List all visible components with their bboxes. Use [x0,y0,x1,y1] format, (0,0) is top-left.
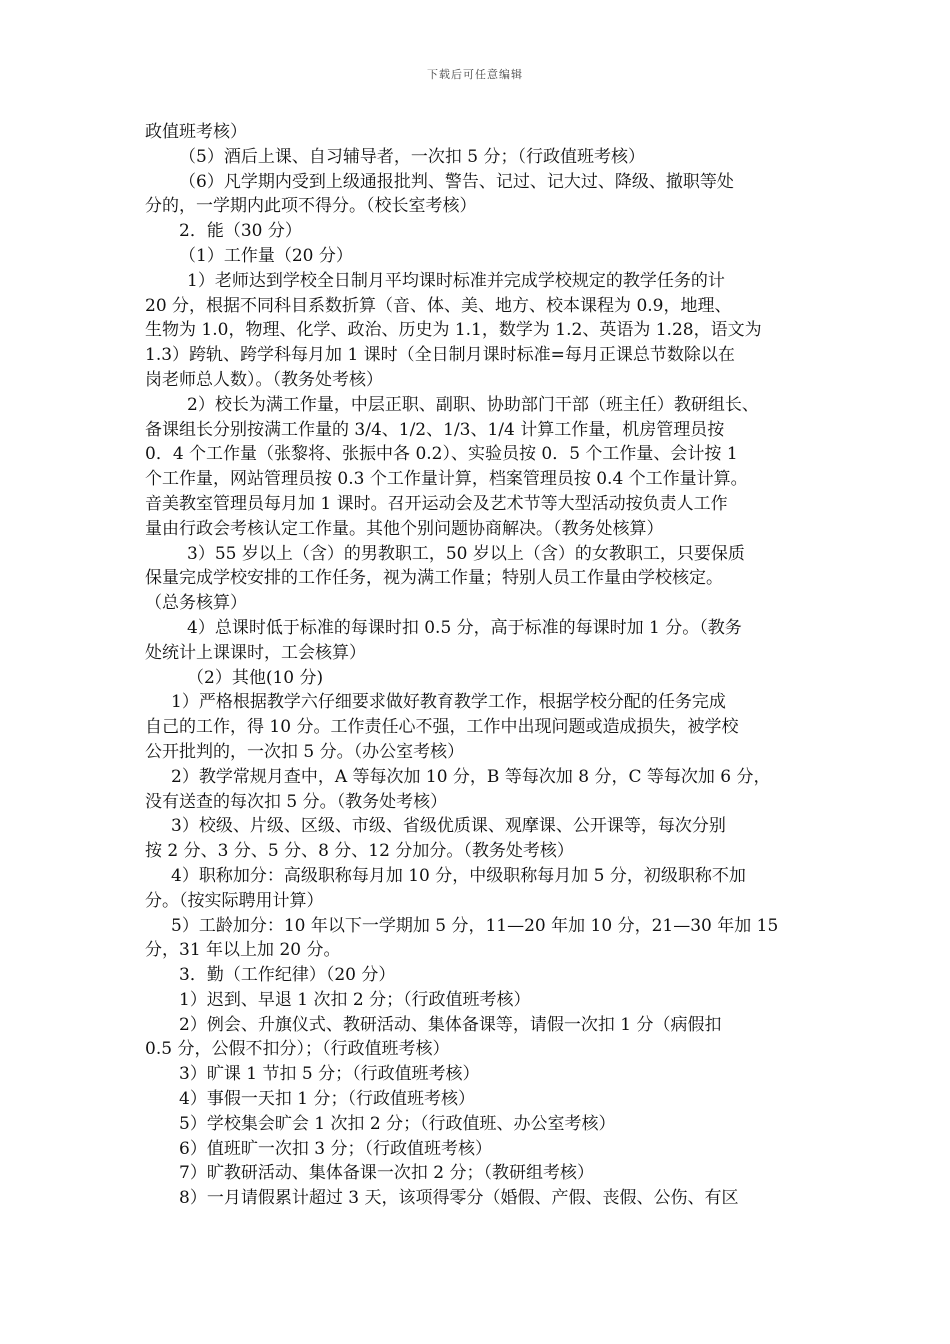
subsection-heading: （1）工作量（20 分） [179,245,353,266]
paragraph-line: 岗老师总人数）。（教务处考核） [145,369,383,390]
paragraph-line: 3）校级、片级、区级、市级、省级优质课、观摩课、公开课等，每次分别 [171,816,726,837]
paragraph-line: 公开批判的，一次扣 5 分。（办公室考核） [145,741,465,762]
paragraph-line: 自己的工作，得 10 分。工作责任心不强，工作中出现问题或造成损失，被学校 [145,717,739,738]
paragraph-line: 1）严格根据教学六仔细要求做好教育教学工作，根据学校分配的任务完成 [171,692,726,713]
paragraph-line: 0．4 个工作量（张黎将、张振中各 0.2）、实验员按 0．5 个工作量、会计按 1 [145,444,738,465]
paragraph-line: 音美教室管理员每月加 1 课时。召开运动会及艺术节等大型活动按负责人工作 [145,493,728,514]
paragraph-line: 分。（按实际聘用计算） [145,890,324,911]
paragraph-line: 5）学校集会旷会 1 次扣 2 分；（行政值班、办公室考核） [179,1113,616,1134]
paragraph-line: 2）教学常规月查中，A 等每次加 10 分，B 等每次加 8 分，C 等每次加 6 分， [171,766,771,787]
paragraph-line: 8）一月请假累计超过 3 天，该项得零分（婚假、产假、丧假、公伤、有区 [179,1188,739,1209]
paragraph-line: 分，31 年以上加 20 分。 [145,940,341,961]
subsection-heading: （2）其他(10 分) [187,667,324,688]
paragraph-line: 个工作量，网站管理员按 0.3 个工作量计算，档案管理员按 0.4 个工作量计算。 [145,469,748,490]
paragraph-line: 没有送查的每次扣 5 分。（教务处考核） [145,791,448,812]
paragraph-line: 20 分，根据不同科目系数折算（音、体、美、地方、校本课程为 0.9，地理、 [145,295,732,316]
paragraph-line: 处统计上课课时，工会核算） [145,642,366,663]
section-heading: 3．勤（工作纪律）（20 分） [179,965,396,986]
paragraph-line: 按 2 分、3 分、5 分、8 分、12 分加分。（教务处考核） [145,841,574,862]
paragraph-line: 保量完成学校安排的工作任务，视为满工作量；特别人员工作量由学校核定。 [145,568,723,589]
paragraph-line: 4）总课时低于标准的每课时扣 0.5 分，高于标准的每课时加 1 分。（教务 [187,617,742,638]
section-heading: 2．能（30 分） [179,221,302,242]
document-body [145,120,813,1211]
paragraph-line: 6）值班旷一次扣 3 分；（行政值班考核） [179,1138,492,1159]
paragraph-line: 备课组长分别按满工作量的 3/4、1/2、1/3、1/4 计算工作量，机房管理员按 [145,419,725,440]
paragraph-line: 2）校长为满工作量，中层正职、副职、协助部门干部（班主任）教研组长、 [187,394,759,415]
paragraph-line: 4）事假一天扣 1 分；（行政值班考核） [179,1089,475,1110]
paragraph-line: 7）旷教研活动、集体备课一次扣 2 分；（教研组考核） [179,1163,594,1184]
paragraph-line: （6）凡学期内受到上级通报批判、警告、记过、记大过、降级、撤职等处 [179,171,734,192]
paragraph-line: 1）老师达到学校全日制月平均课时标准并完成学校规定的教学任务的计 [187,270,725,291]
paragraph-line: 0.5 分，公假不扣分）；（行政值班考核） [145,1039,450,1060]
paragraph-line: 1.3）跨轨、跨学科每月加 1 课时（全日制月课时标准=每月正课总节数除以在 [145,345,735,366]
paragraph-line: 2）例会、升旗仪式、教研活动、集体备课等，请假一次扣 1 分（病假扣 [179,1014,722,1035]
paragraph-line: （总务核算） [145,593,247,614]
paragraph-line: （5）酒后上课、自习辅导者，一次扣 5 分；（行政值班考核） [179,146,645,167]
paragraph-line: 1）迟到、早退 1 次扣 2 分；（行政值班考核） [179,989,531,1010]
paragraph-line: 3）旷课 1 节扣 5 分；（行政值班考核） [179,1064,480,1085]
paragraph-line: 4）职称加分：高级职称每月加 10 分，中级职称每月加 5 分，初级职称不加 [171,865,746,886]
paragraph-line: 3）55 岁以上（含）的男教职工，50 岁以上（含）的女教职工，只要保质 [187,543,745,564]
paragraph-line: 生物为 1.0，物理、化学、政治、历史为 1.1，数学为 1.2、英语为 1.28，语文为 [145,320,762,341]
paragraph-line: 5）工龄加分：10 年以下一学期加 5 分，11—20 年加 10 分，21—30 年加 15 [171,915,779,936]
paragraph-line: 政值班考核） [145,122,247,142]
paragraph-line: 量由行政会考核认定工作量。其他个别问题协商解决。（教务处核算） [145,518,664,539]
paragraph-line: 分的，一学期内此项不得分。（校长室考核） [145,196,477,217]
header-note: 下载后可任意编辑 [427,68,523,81]
